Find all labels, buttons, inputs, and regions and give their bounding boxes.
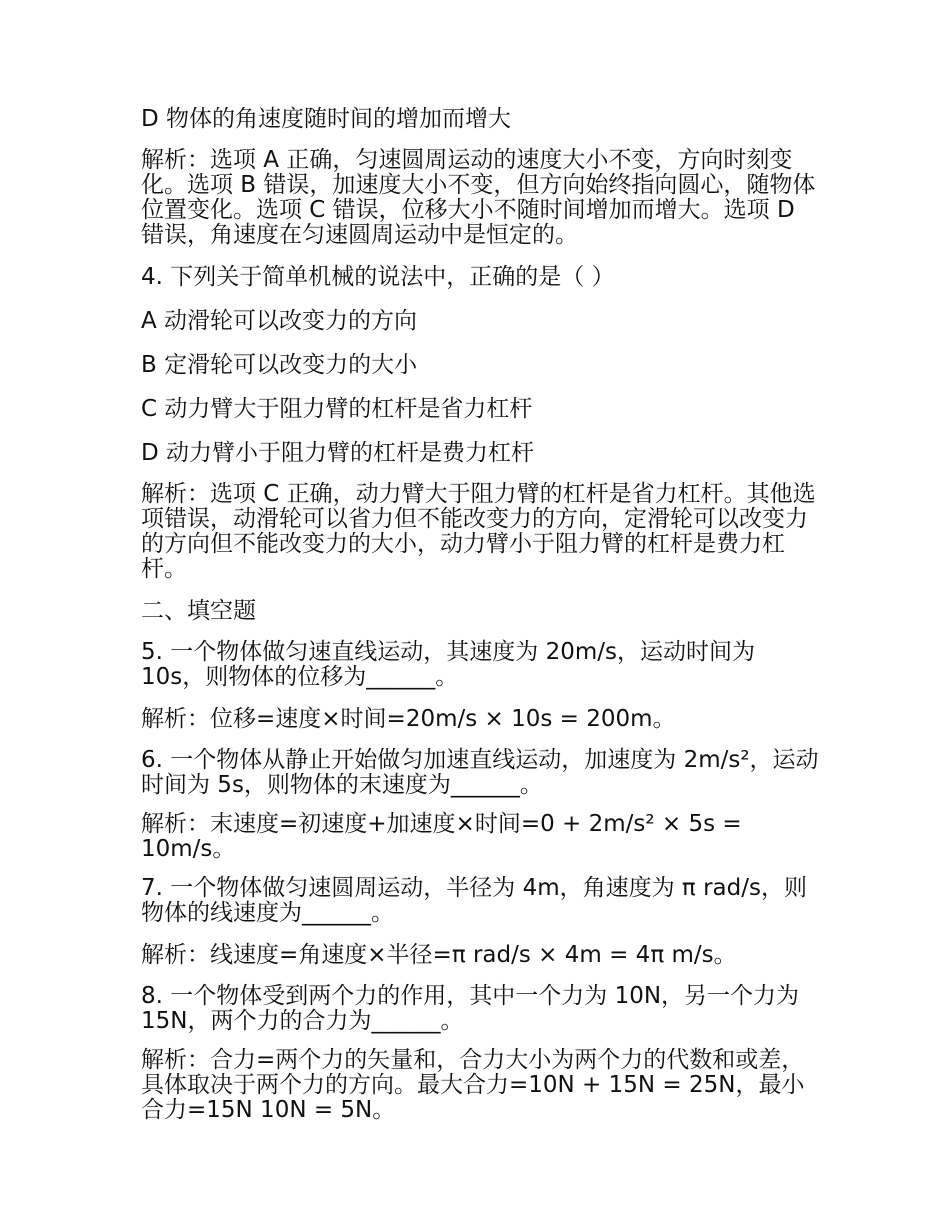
question-5: 5. 一个物体做匀速直线运动，其速度为 20m/s，运动时间为 10s，则物体的位移为______。: [141, 639, 755, 690]
option-c-q4: C 动力臂大于阻力臂的杠杆是省力杠杆: [141, 396, 533, 422]
analysis-q3: 解析：选项 A 正确，匀速圆周运动的速度大小不变，方向时刻变化。选项 B 错误，加速度大小不变，但方向始终指向圆心，随物体位置变化。选项 C 错误，位移大小不随时间增加而增大。选项 D 错误，角速度在匀速圆周运动中是恒定的。: [141, 147, 816, 248]
analysis-q4: 解析：选项 C 正确，动力臂大于阻力臂的杠杆是省力杠杆。其他选项错误，动滑轮可以省力但不能改变力的方向，定滑轮可以改变力的方向但不能改变力的大小，动力臂小于阻力臂的杠杆是费力杠杆。: [141, 481, 816, 582]
option-d-q4: D 动力臂小于阻力臂的杠杆是费力杠杆: [141, 440, 535, 466]
question-7: 7. 一个物体做匀速圆周运动，半径为 4m，角速度为 π rad/s，则物体的线速度为______。: [141, 875, 807, 926]
question-6: 6. 一个物体从静止开始做匀加速直线运动，加速度为 2m/s²，运动时间为 5s，则物体的末速度为______。: [141, 747, 819, 798]
analysis-q8: 解析：合力=两个力的矢量和，合力大小为两个力的代数和或差，具体取决于两个力的方向。最大合力=10N + 15N = 25N，最小合力=15N 10N = 5N。: [141, 1047, 805, 1123]
section-heading-fill-in: 二、填空题: [141, 598, 256, 624]
option-d-q3: D 物体的角速度随时间的增加而增大: [141, 106, 512, 132]
question-8: 8. 一个物体受到两个力的作用，其中一个力为 10N，另一个力为 15N，两个力的合力为______。: [141, 983, 800, 1034]
document-page: [141, 104, 821, 1137]
analysis-q7: 解析：线速度=角速度×半径=π rad/s × 4m = 4π m/s。: [141, 942, 737, 968]
analysis-q6: 解析：末速度=初速度+加速度×时间=0 + 2m/s² × 5s = 10m/s。: [141, 811, 742, 862]
question-4: 4. 下列关于简单机械的说法中，正确的是（ ）: [141, 264, 615, 290]
option-a-q4: A 动滑轮可以改变力的方向: [141, 308, 418, 334]
analysis-q5: 解析：位移=速度×时间=20m/s × 10s = 200m。: [141, 706, 676, 732]
option-b-q4: B 定滑轮可以改变力的大小: [141, 352, 418, 378]
